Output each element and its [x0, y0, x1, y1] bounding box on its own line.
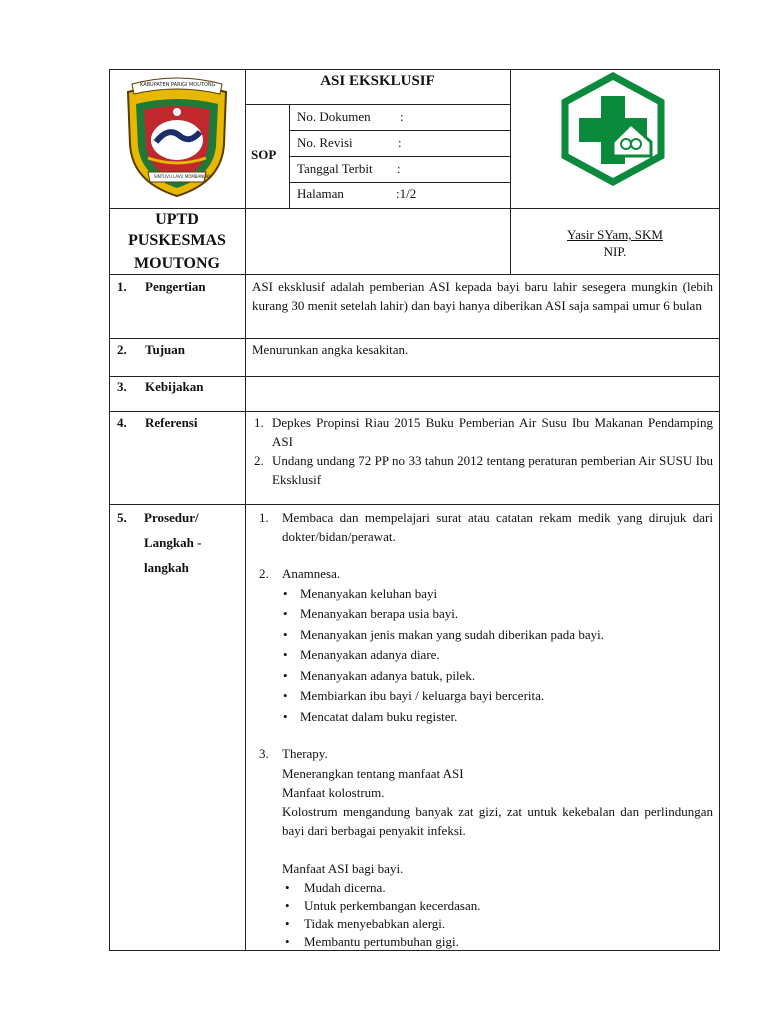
doc-number-label: No. Dokumen	[297, 109, 371, 124]
list-item: Menanyakan jenis makan yang sudah diberikan pada bayi.	[300, 627, 604, 642]
section-text-tujuan: Menurunkan angka kesakitan.	[252, 342, 409, 357]
step-line: Manfaat kolostrum.	[282, 785, 385, 800]
step-subheading: Manfaat ASI bagi bayi.	[282, 861, 404, 876]
section-label-line: Langkah -	[144, 535, 202, 550]
list-item: Untuk perkembangan kecerdasan.	[304, 898, 481, 913]
list-item: Menanyakan keluhan bayi	[300, 586, 438, 601]
bullet-icon: •	[283, 627, 288, 642]
doc-number-sep: :	[400, 109, 404, 124]
list-item: Menanyakan adanya batuk, pilek.	[300, 668, 476, 683]
puskesmas-cross-icon	[555, 72, 671, 186]
revision-sep: :	[398, 135, 402, 150]
revision-label: No. Revisi	[297, 135, 353, 150]
section-label-line: langkah	[144, 560, 189, 575]
list-item: Tidak menyebabkan alergi.	[304, 916, 446, 931]
institution-line: PUSKESMAS	[128, 232, 226, 249]
step-text: Membaca dan mempelajari surat atau catatan rekam medik yang dirujuk dari dokter/bidan/perawat.	[282, 510, 713, 544]
reference-item: Undang undang 72 PP no 33 tahun 2012 tentang peraturan pemberian Air SUSU Ibu Eksklusif	[272, 453, 713, 487]
list-item: Mudah dicerna.	[304, 880, 386, 895]
issue-date-label: Tanggal Terbit	[297, 161, 373, 176]
section-text-pengertian: ASI eksklusif adalah pemberian ASI kepada bayi baru lahir sesegera mungkin (lebih kurang 30 menit setelah lahir) dan bayi hanya diberikan ASI saja sampai umur 6 bulan	[252, 279, 713, 313]
bullet-icon: •	[285, 880, 290, 895]
list-item: Mencatat dalam buku register.	[300, 709, 458, 724]
bullet-icon: •	[283, 688, 288, 703]
reference-number: 1.	[254, 415, 264, 430]
section-label: Referensi	[145, 415, 198, 430]
page-value: :1/2	[396, 186, 417, 201]
section-label-line: Prosedur/	[144, 510, 199, 525]
bullet-icon: •	[285, 916, 290, 931]
list-item: Membantu pertumbuhan gigi.	[304, 934, 459, 949]
step-paragraph: Kolostrum mengandung banyak zat gizi, zat untuk kekebalan dan perlindungan bayi dari berbagai penyakit infeksi.	[282, 804, 713, 838]
step-number: 2.	[259, 566, 269, 581]
step-number: 1.	[259, 510, 269, 525]
list-item: Menanyakan adanya diare.	[300, 647, 440, 662]
reference-number: 2.	[254, 453, 264, 468]
regency-emblem-icon	[118, 74, 236, 202]
bullet-icon: •	[283, 606, 288, 621]
emblem-top-banner: KABUPATEN PARIGI MOUTONG	[140, 82, 216, 88]
sop-label: SOP	[251, 147, 277, 162]
section-label: Tujuan	[145, 342, 185, 357]
list-item: Membiarkan ibu bayi / keluarga bayi bercerita.	[300, 688, 545, 703]
section-label: Pengertian	[145, 279, 206, 294]
section-number: 1.	[117, 279, 127, 294]
page-label: Halaman	[297, 186, 344, 201]
step-text: Therapy.	[282, 746, 328, 761]
section-number: 4.	[117, 415, 127, 430]
bullet-icon: •	[285, 934, 290, 949]
institution-line: MOUTONG	[134, 255, 220, 272]
bullet-icon: •	[283, 668, 288, 683]
section-number: 2.	[117, 342, 127, 357]
bullet-icon: •	[283, 647, 288, 662]
list-item: Menanyakan berapa usia bayi.	[300, 606, 459, 621]
signatory-name: Yasir SYam, SKM	[567, 227, 663, 242]
reference-item: Depkes Propinsi Riau 2015 Buku Pemberian Air Susu Ibu Makanan Pendamping ASI	[272, 415, 713, 449]
step-line: Menerangkan tentang manfaat ASI	[282, 766, 464, 781]
issue-date-sep: :	[397, 161, 401, 176]
emblem-bottom-banner: SINTUVU LAVU MOMBANGKU	[154, 174, 212, 179]
step-text: Anamnesa.	[282, 566, 341, 581]
document-title: ASI EKSKLUSIF	[320, 73, 435, 89]
section-number: 5.	[117, 510, 127, 525]
institution-line: UPTD	[155, 211, 199, 228]
section-label: Kebijakan	[145, 379, 204, 394]
section-number: 3.	[117, 379, 127, 394]
signatory-nip: NIP.	[603, 244, 627, 259]
bullet-icon: •	[283, 709, 288, 724]
bullet-icon: •	[285, 898, 290, 913]
bullet-icon: •	[283, 586, 288, 601]
step-number: 3.	[259, 746, 269, 761]
